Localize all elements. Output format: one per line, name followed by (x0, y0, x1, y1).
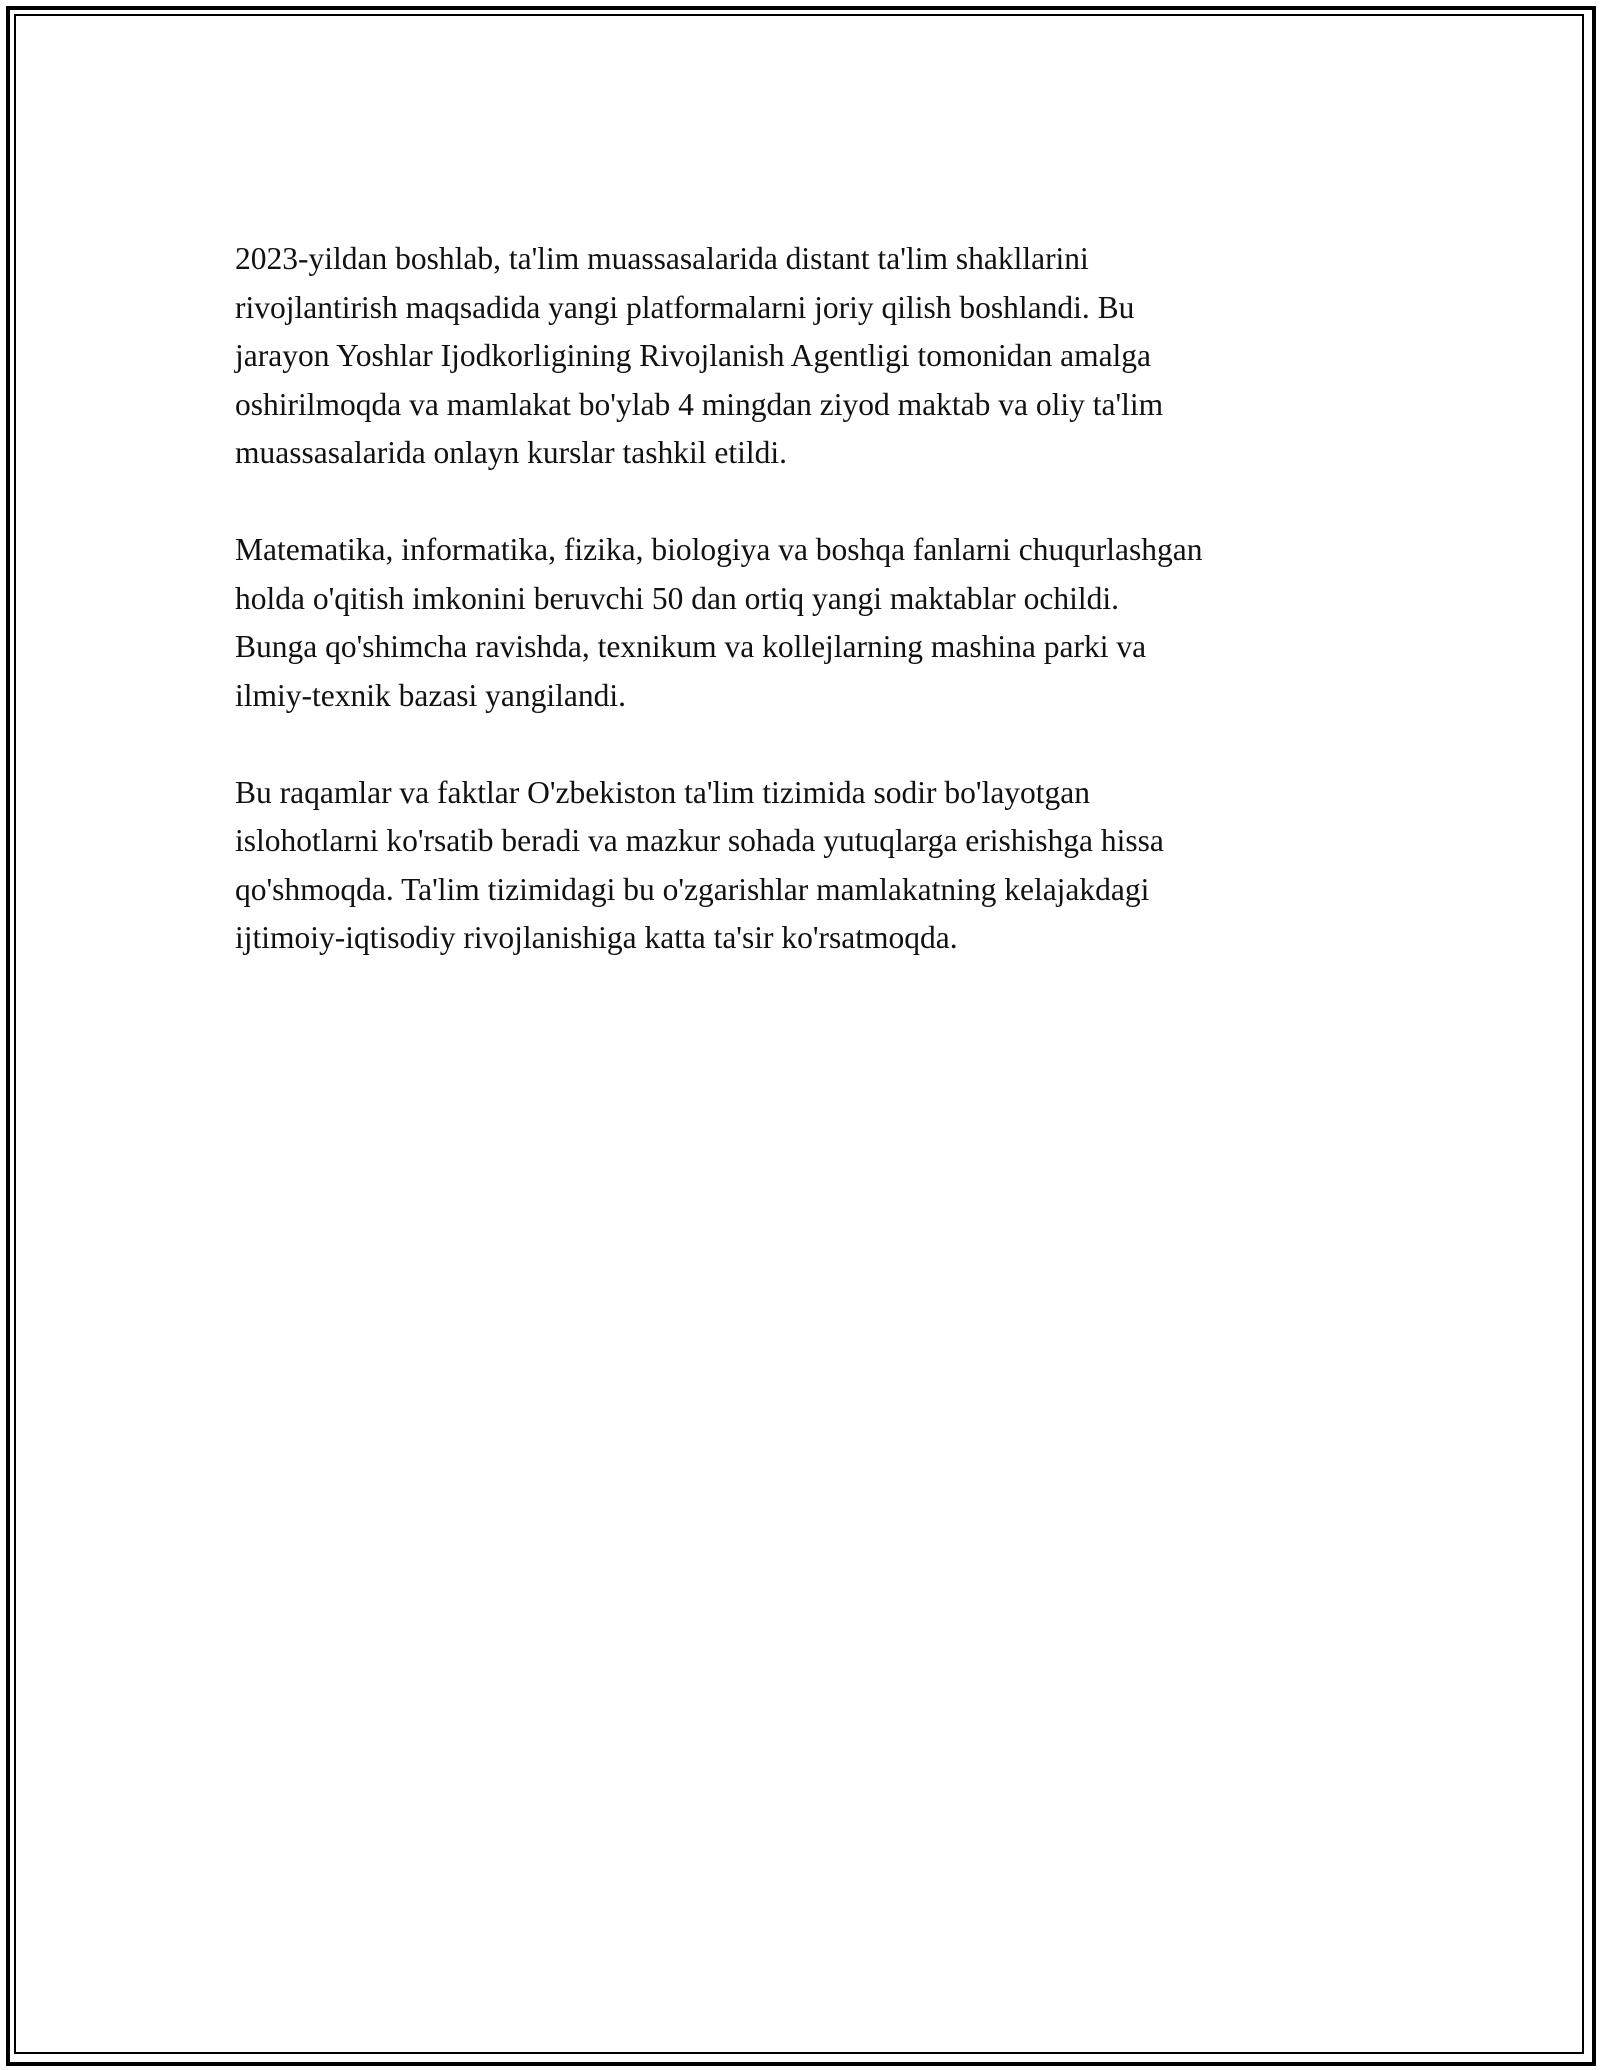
paragraph-line: oshirilmoqda va mamlakat bo'ylab 4 mingdan ziyod maktab va oliy ta'lim (235, 386, 1164, 422)
document-body (235, 235, 1395, 1011)
paragraph-line: jarayon Yoshlar Ijodkorligining Rivojlanish Agentligi tomonidan amalga (235, 338, 1152, 373)
paragraph-line: 2023-yildan boshlab, ta'lim muassasalarida distant ta'lim shakllarini (235, 241, 1089, 276)
paragraph-line: ijtimoiy-iqtisodiy rivojlanishiga katta ta'sir ko'rsatmoqda. (235, 920, 958, 955)
paragraph-line: Bunga qo'shimcha ravishda, texnikum va kollejlarning mashina parki va (235, 629, 1147, 664)
paragraph-line: Matematika, informatika, fizika, biologiya va boshqa fanlarni chuqurlashgan (235, 532, 1203, 567)
paragraph-line: ilmiy-texnik bazasi yangilandi. (235, 677, 627, 713)
paragraph-3 (235, 769, 1395, 963)
paragraph-2 (235, 526, 1395, 720)
paragraph-line: qo'shmoqda. Ta'lim tizimidagi bu o'zgarishlar mamlakatning kelajakdagi (235, 871, 1150, 907)
paragraph-line: Bu raqamlar va faktlar O'zbekiston ta'lim tizimida sodir bo'layotgan (235, 774, 1091, 810)
paragraph-1 (235, 235, 1395, 478)
paragraph-line: rivojlantirish maqsadida yangi platformalarni joriy qilish boshlandi. Bu (235, 289, 1135, 325)
paragraph-line: islohotlarni ko'rsatib beradi va mazkur sohada yutuqlarga erishishga hissa (235, 823, 1164, 858)
paragraph-line: holda o'qitish imkonini beruvchi 50 dan ortiq yangi maktablar ochildi. (235, 580, 1120, 616)
paragraph-line: muassasalarida onlayn kurslar tashkil etildi. (235, 435, 787, 470)
